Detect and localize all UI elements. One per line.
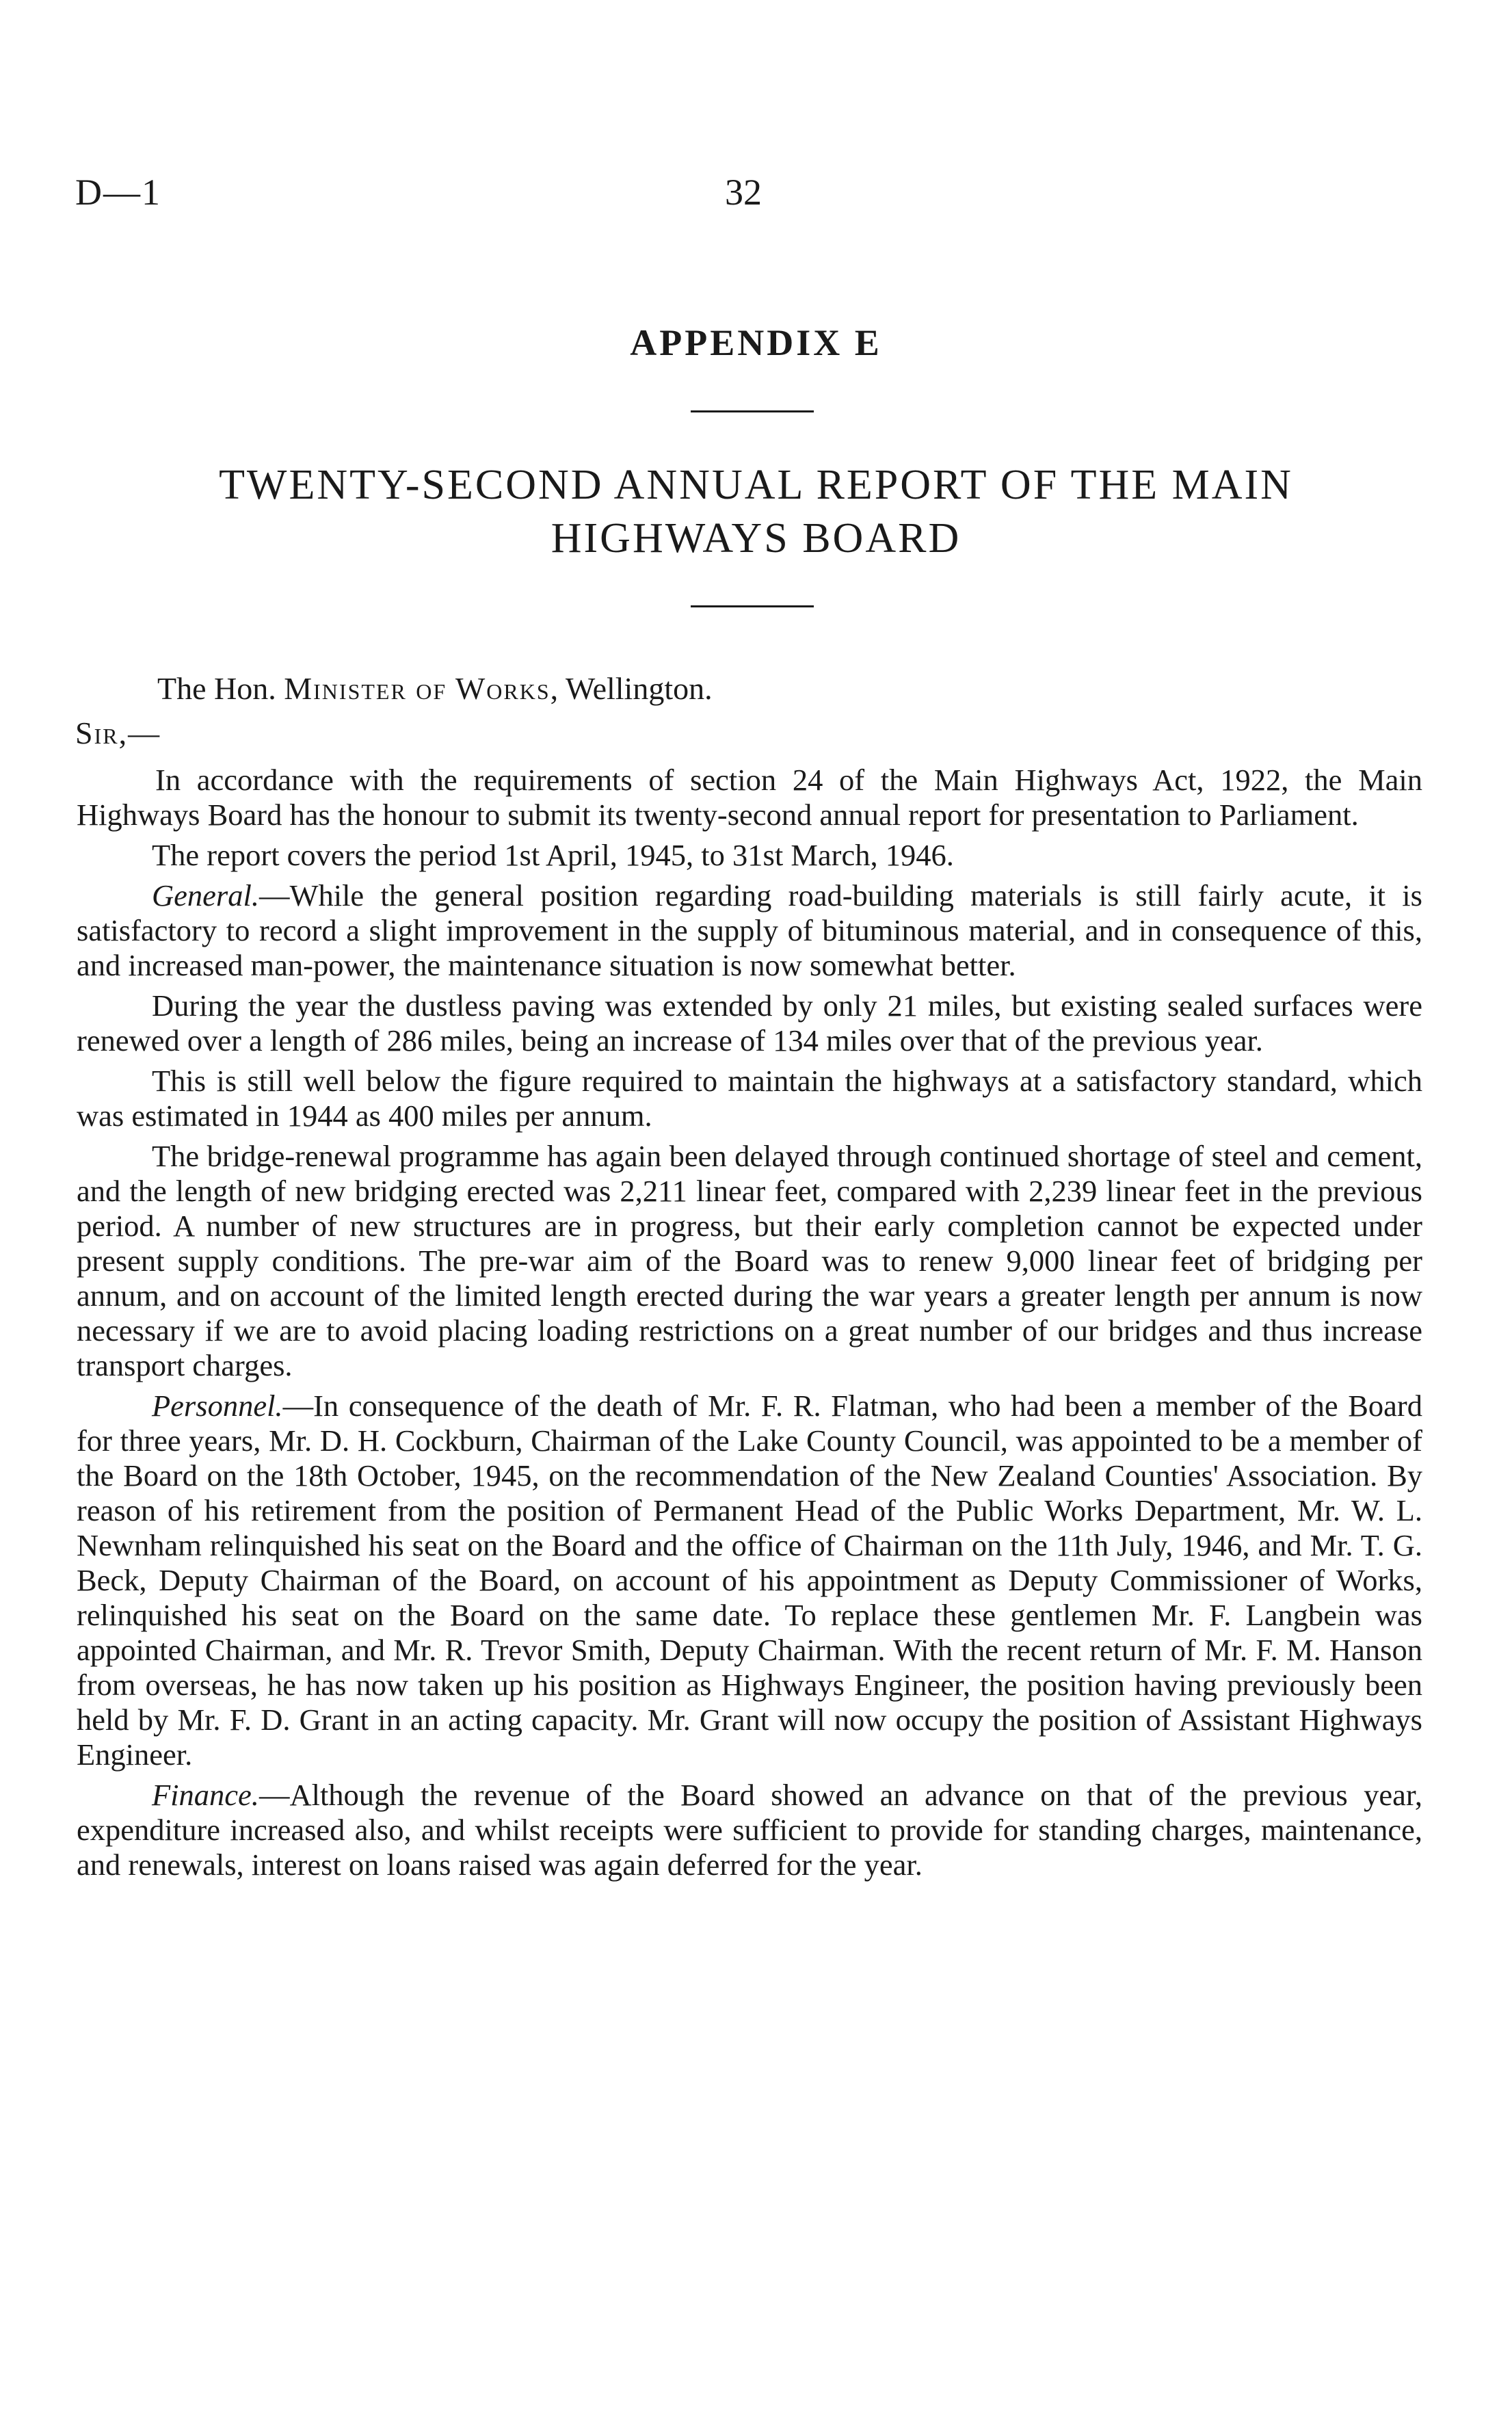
paragraph-text: —In consequence of the death of Mr. F. R. Flatman, who had been a member of the Board for three years, Mr. D. H. Cockburn, Chairman of the Lake County Council, was appointed to be a member of the Board on the 18th October, 1945, on the recommendation of the New Zealand Counties' Association. By reason of his retirement from the position of Permanent Head of the Public Works Department, Mr. W. L. Newnham relinquished his seat on the Board and the office of Chairman on the 11th July, 1946, and Mr. T. G. Beck, Deputy Chairman of the Board, on account of his appointment as Deputy Commissioner of Works, relinquished his seat on the Board on the same date. To replace these gentlemen Mr. F. Langbein was appointed Chairman, and Mr. R. Trevor Smith, Deputy Chairman. With the recent return of Mr. F. M. Hanson from overseas, he has now taken up his position as Highways Engineer, the position having previously been held by Mr. F. D. Grant in an acting capacity. Mr. Grant will now occupy the position of Assistant Highways Engineer. [77, 1389, 1422, 1772]
paragraph-text: In accordance with the requirements of section 24 of the Main Highways Act, 1922, the Main Highways Board has the honour to submit its twenty-second annual report for presentation to Parliament. [77, 763, 1422, 832]
paragraph-lead-personnel: Personnel. [152, 1389, 283, 1423]
title-divider [691, 410, 814, 412]
page-header [75, 171, 1429, 226]
paragraph-personnel [77, 1389, 1422, 1772]
report-title-line-2: HIGHWAYS BOARD [551, 515, 961, 562]
paragraph-paving [77, 988, 1422, 1058]
title-divider-lower [691, 605, 814, 607]
paragraph-text: The bridge-renewal programme has again been delayed through continued shortage of steel and cement, and the length of new bridging erected was 2,211 linear feet, compared with 2,239 linear feet in the previous period. A number of new structures are in progress, but their early completion cannot be expected under present supply conditions. The pre-war aim of the Board was to renew 9,000 linear feet of bridging per annum, and on account of the limited length erected during the war years a greater length per annum is now necessary if we are to avoid placing loading restrictions on a great number of our bridges and thus increase transport charges. [77, 1139, 1422, 1382]
salutation: Sir,— [75, 715, 161, 750]
paragraph-lead-general: General. [152, 878, 259, 912]
paragraph-finance [77, 1778, 1422, 1882]
appendix-title: APPENDIX E [630, 322, 882, 363]
paragraph-text: During the year the dustless paving was extended by only 21 miles, but existing sealed surfaces were renewed over a length of 286 miles, being an increase of 134 miles over that of the previous year. [77, 988, 1422, 1057]
paragraph-lead-finance: Finance. [152, 1778, 259, 1812]
addressee-minister: Minister of Works [284, 671, 551, 706]
addressee-suffix: , Wellington. [550, 671, 713, 706]
paragraph-period [77, 838, 1422, 873]
paragraph-text: —While the general position regarding road-building materials is still fairly acute, it is satisfactory to record a slight improvement in the supply of bituminous material, and in consequence of this, and increased man-power, the maintenance situation is now somewhat better. [77, 878, 1422, 982]
page-number: 32 [725, 172, 762, 213]
report-body [77, 763, 1422, 1888]
paragraph-text: —Although the revenue of the Board showed an advance on that of the previous year, expenditure increased also, and whilst receipts were sufficient to provide for standing charges, maintenance, and renewals, interest on loans raised was again deferred for the year. [77, 1778, 1422, 1882]
report-title-line-1: TWENTY-SECOND ANNUAL REPORT OF THE MAIN [219, 462, 1293, 508]
report-title [0, 458, 1512, 565]
paragraph-text: The report covers the period 1st April, 1945, to 31st March, 1946. [152, 838, 954, 872]
paragraph-bridges [77, 1139, 1422, 1383]
addressee-prefix: The Hon. [157, 671, 276, 706]
paragraph-standard [77, 1064, 1422, 1133]
document-reference: D—1 [75, 172, 161, 213]
paragraph-intro [77, 763, 1422, 832]
addressee [157, 670, 713, 707]
paragraph-text: This is still well below the figure required to maintain the highways at a satisfactory standard, which was estimated in 1944 as 400 miles per annum. [77, 1064, 1422, 1133]
paragraph-general [77, 878, 1422, 983]
